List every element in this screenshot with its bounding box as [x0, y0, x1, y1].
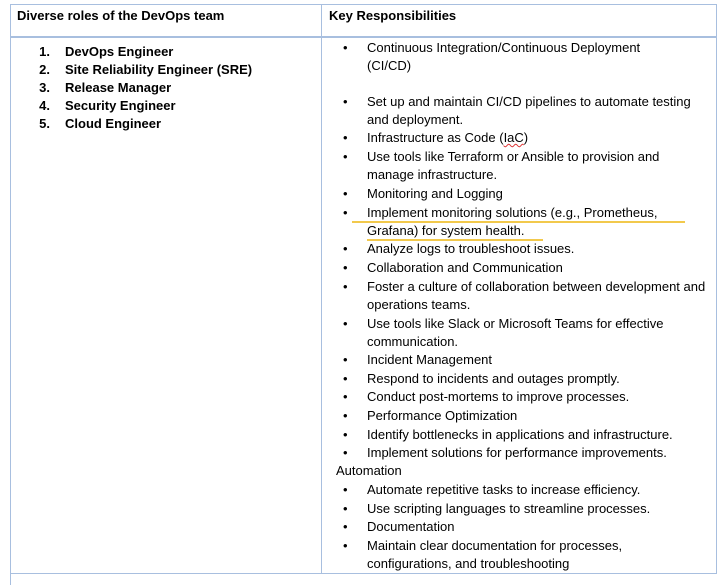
- list-item: • Automate repetitive tasks to increase efficiency.: [343, 482, 641, 497]
- bullet-icon: •: [343, 371, 348, 386]
- list-item: • Collaboration and Communication: [343, 260, 563, 275]
- list-item: • Performance Optimization: [343, 408, 518, 423]
- list-item: • Conduct post-mortems to improve processes.: [343, 389, 630, 404]
- list-item: • Respond to incidents and outages promptly.: [343, 371, 620, 386]
- bullet-icon: •: [343, 389, 348, 404]
- bullet-icon: •: [343, 408, 348, 423]
- list-item: • Continuous Integration/Continuous Deployment (CI/CD): [343, 40, 641, 73]
- bullet-icon: •: [343, 149, 348, 164]
- list-item: • Monitoring and Logging: [343, 186, 503, 201]
- bullet-icon: •: [343, 186, 348, 201]
- bullet-icon: •: [343, 501, 348, 516]
- bullet-icon: •: [343, 260, 348, 275]
- header-roles: Diverse roles of the DevOps team: [17, 8, 225, 23]
- list-item: • Analyze logs to troubleshoot issues.: [343, 241, 575, 256]
- list-item: • Infrastructure as Code (IaC): [343, 130, 529, 145]
- bullet-icon: •: [343, 94, 348, 109]
- list-item: 1. DevOps Engineer: [39, 44, 174, 59]
- bullet-icon: •: [343, 519, 348, 534]
- list-item: • Set up and maintain CI/CD pipelines to automate testing and deployment.: [343, 94, 691, 127]
- bullet-icon: •: [343, 241, 348, 256]
- table-border-right: [716, 4, 717, 574]
- table-border-tail: [10, 574, 11, 585]
- roles-list: [26, 43, 252, 133]
- list-item: • Use scripting languages to streamline processes.: [343, 501, 651, 516]
- bullet-icon: •: [343, 279, 348, 294]
- list-item-highlighted: • Implement monitoring solutions (e.g., Prometheus, Grafana) for system health.: [343, 205, 658, 238]
- highlight-underline: [352, 221, 685, 223]
- table-border-bottom: [10, 573, 717, 574]
- list-item: • Incident Management: [343, 352, 493, 367]
- spellcheck-word: IaC: [503, 130, 524, 145]
- list-item: 3. Release Manager: [39, 80, 172, 95]
- list-item: 4. Security Engineer: [39, 98, 176, 113]
- list-item: 5. Cloud Engineer: [39, 116, 162, 131]
- bullet-icon: •: [343, 482, 348, 497]
- list-item: • Identify bottlenecks in applications and infrastructure.: [343, 427, 673, 442]
- header-responsibilities: Key Responsibilities: [329, 8, 457, 23]
- list-item: • Maintain clear documentation for processes, configurations, and troubleshooting: [343, 538, 623, 571]
- list-item: 2. Site Reliability Engineer (SRE): [39, 62, 253, 77]
- list-item: • Foster a culture of collaboration between development and operations teams.: [343, 279, 706, 312]
- header-divider: [10, 36, 717, 38]
- bullet-icon: •: [343, 130, 348, 145]
- list-item: • Implement solutions for performance improvements.: [343, 445, 667, 460]
- table-column-divider: [321, 4, 322, 574]
- bullet-icon: •: [343, 205, 348, 220]
- bullet-icon: •: [343, 316, 348, 331]
- bullet-icon: •: [343, 445, 348, 460]
- list-item: • Documentation: [343, 519, 455, 534]
- bullet-icon: •: [343, 352, 348, 367]
- bullet-icon: •: [343, 427, 348, 442]
- list-item: • Use tools like Terraform or Ansible to provision and manage infrastructure.: [343, 149, 660, 182]
- bullet-icon: •: [343, 40, 348, 55]
- table-border-top: [10, 4, 717, 5]
- bullet-icon: •: [343, 538, 348, 553]
- list-item: • Use tools like Slack or Microsoft Teams for effective communication.: [343, 316, 664, 349]
- table-border-left: [10, 4, 11, 574]
- section-label-automation: Automation: [336, 463, 402, 478]
